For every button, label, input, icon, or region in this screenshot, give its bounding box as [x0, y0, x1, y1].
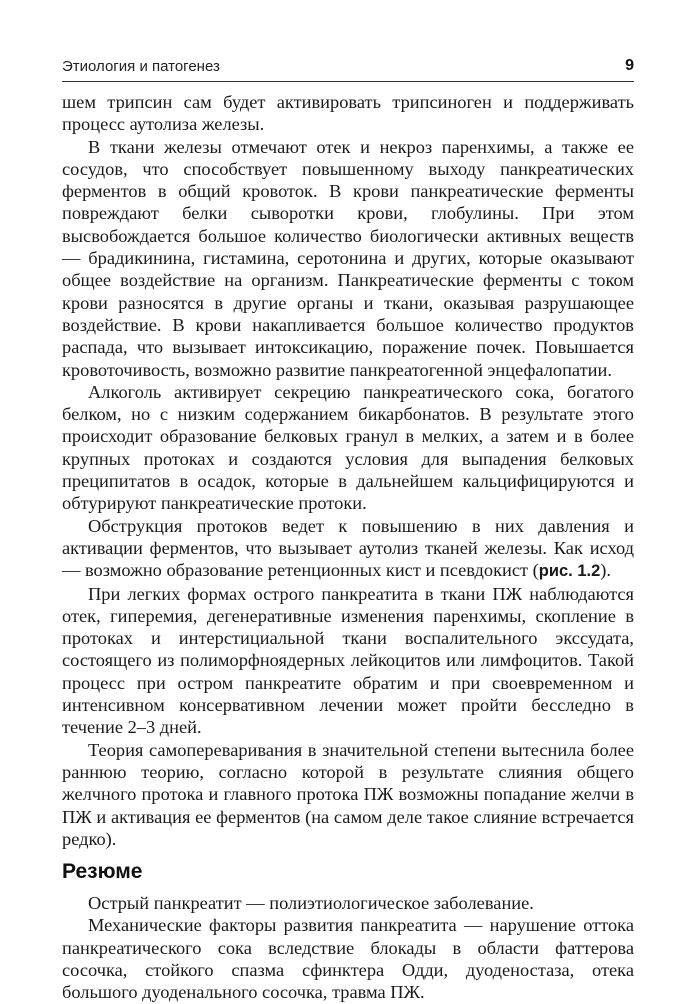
running-header — [62, 57, 634, 82]
running-title: Этиология и патогенез — [62, 58, 220, 75]
obstruction-text: Обструкция протоков ведет к повышению в них давления и активации ферментов, что вызывает аутолиз тканей железы. Как исход — возможно образование ретенционных кист и псевдокист ( — [62, 515, 634, 581]
section-heading-summary: Резюме — [62, 860, 143, 884]
body-text — [62, 91, 634, 1004]
paragraph-obstruction — [62, 515, 634, 583]
figure-reference: рис. 1.2 — [538, 562, 601, 581]
paragraph-continuation: шем трипсин сам будет активировать трипсиноген и поддерживать процесс аутолиза железы. — [62, 92, 634, 135]
paragraph-alcohol: Алкоголь активирует секрецию панкреатического сока, богатого белком, но с низким содержанием бикарбонатов. В результате этого происходит образование белковых гранул в мелких, а затем и в более крупных протоках и создаются условия для выпадения белковых преципитатов в осадок, которые в дальнейшем кальцифицируются и обтурируют панкреатические протоки. — [62, 381, 634, 514]
page-number: 9 — [625, 57, 634, 74]
summary-paragraph: Механические факторы развития панкреатита — нарушение оттока панкреатического сока вследствие блокады в области фаттерова сосочка, стойкого спазма сфинктера Одди, дуоденостаза, отека большого дуоденального сосочка, травма ПЖ. — [62, 915, 634, 1003]
obstruction-text-end: ). — [600, 560, 612, 581]
paragraph-tissue-damage: В ткани железы отмечают отек и некроз паренхимы, а также ее сосудов, что способствует повышенному выходу панкреатических ферментов в общий кровоток. В крови панкреатические ферменты повреждают белки сыворотки крови, глобулины. При этом высвобождается большое количество биологически активных веществ — брадикинина, гистамина, серотонина и других, которые оказывают общее воздействие на организм. Панкреатические ферменты с током крови разносятся в другие органы и ткани, оказывая разрушающее воздействие. В крови накапливается большое количество продуктов распада, что вызывает интоксикацию, поражение почек. Повышается кровоточивость, возможно развитие панкреатогенной энцефалопатии. — [62, 136, 634, 380]
summary-paragraph: Острый панкреатит — полиэтиологическое заболевание. — [88, 893, 534, 914]
paragraph-mild-forms: При легких формах острого панкреатита в ткани ПЖ наблюдаются отек, гиперемия, дегенеративные изменения паренхимы, скопление в протоках и интерстициальной ткани воспалительного экссудата, состоящего из полиморфноядерных лейкоцитов или лимфоцитов. Такой процесс при остром панкреатите обратим и при своевременном и интенсивном консервативном лечении может пройти бесследно в течение 2–3 дней. — [62, 583, 634, 738]
paragraph-theory: Теория самопереваривания в значительной степени вытеснила более раннюю теорию, согласно которой в результате слияния общего желчного протока и главного протока ПЖ возможны попадание желчи в ПЖ и активация ее ферментов (на самом деле такое слияние встречается редко). — [62, 739, 634, 849]
